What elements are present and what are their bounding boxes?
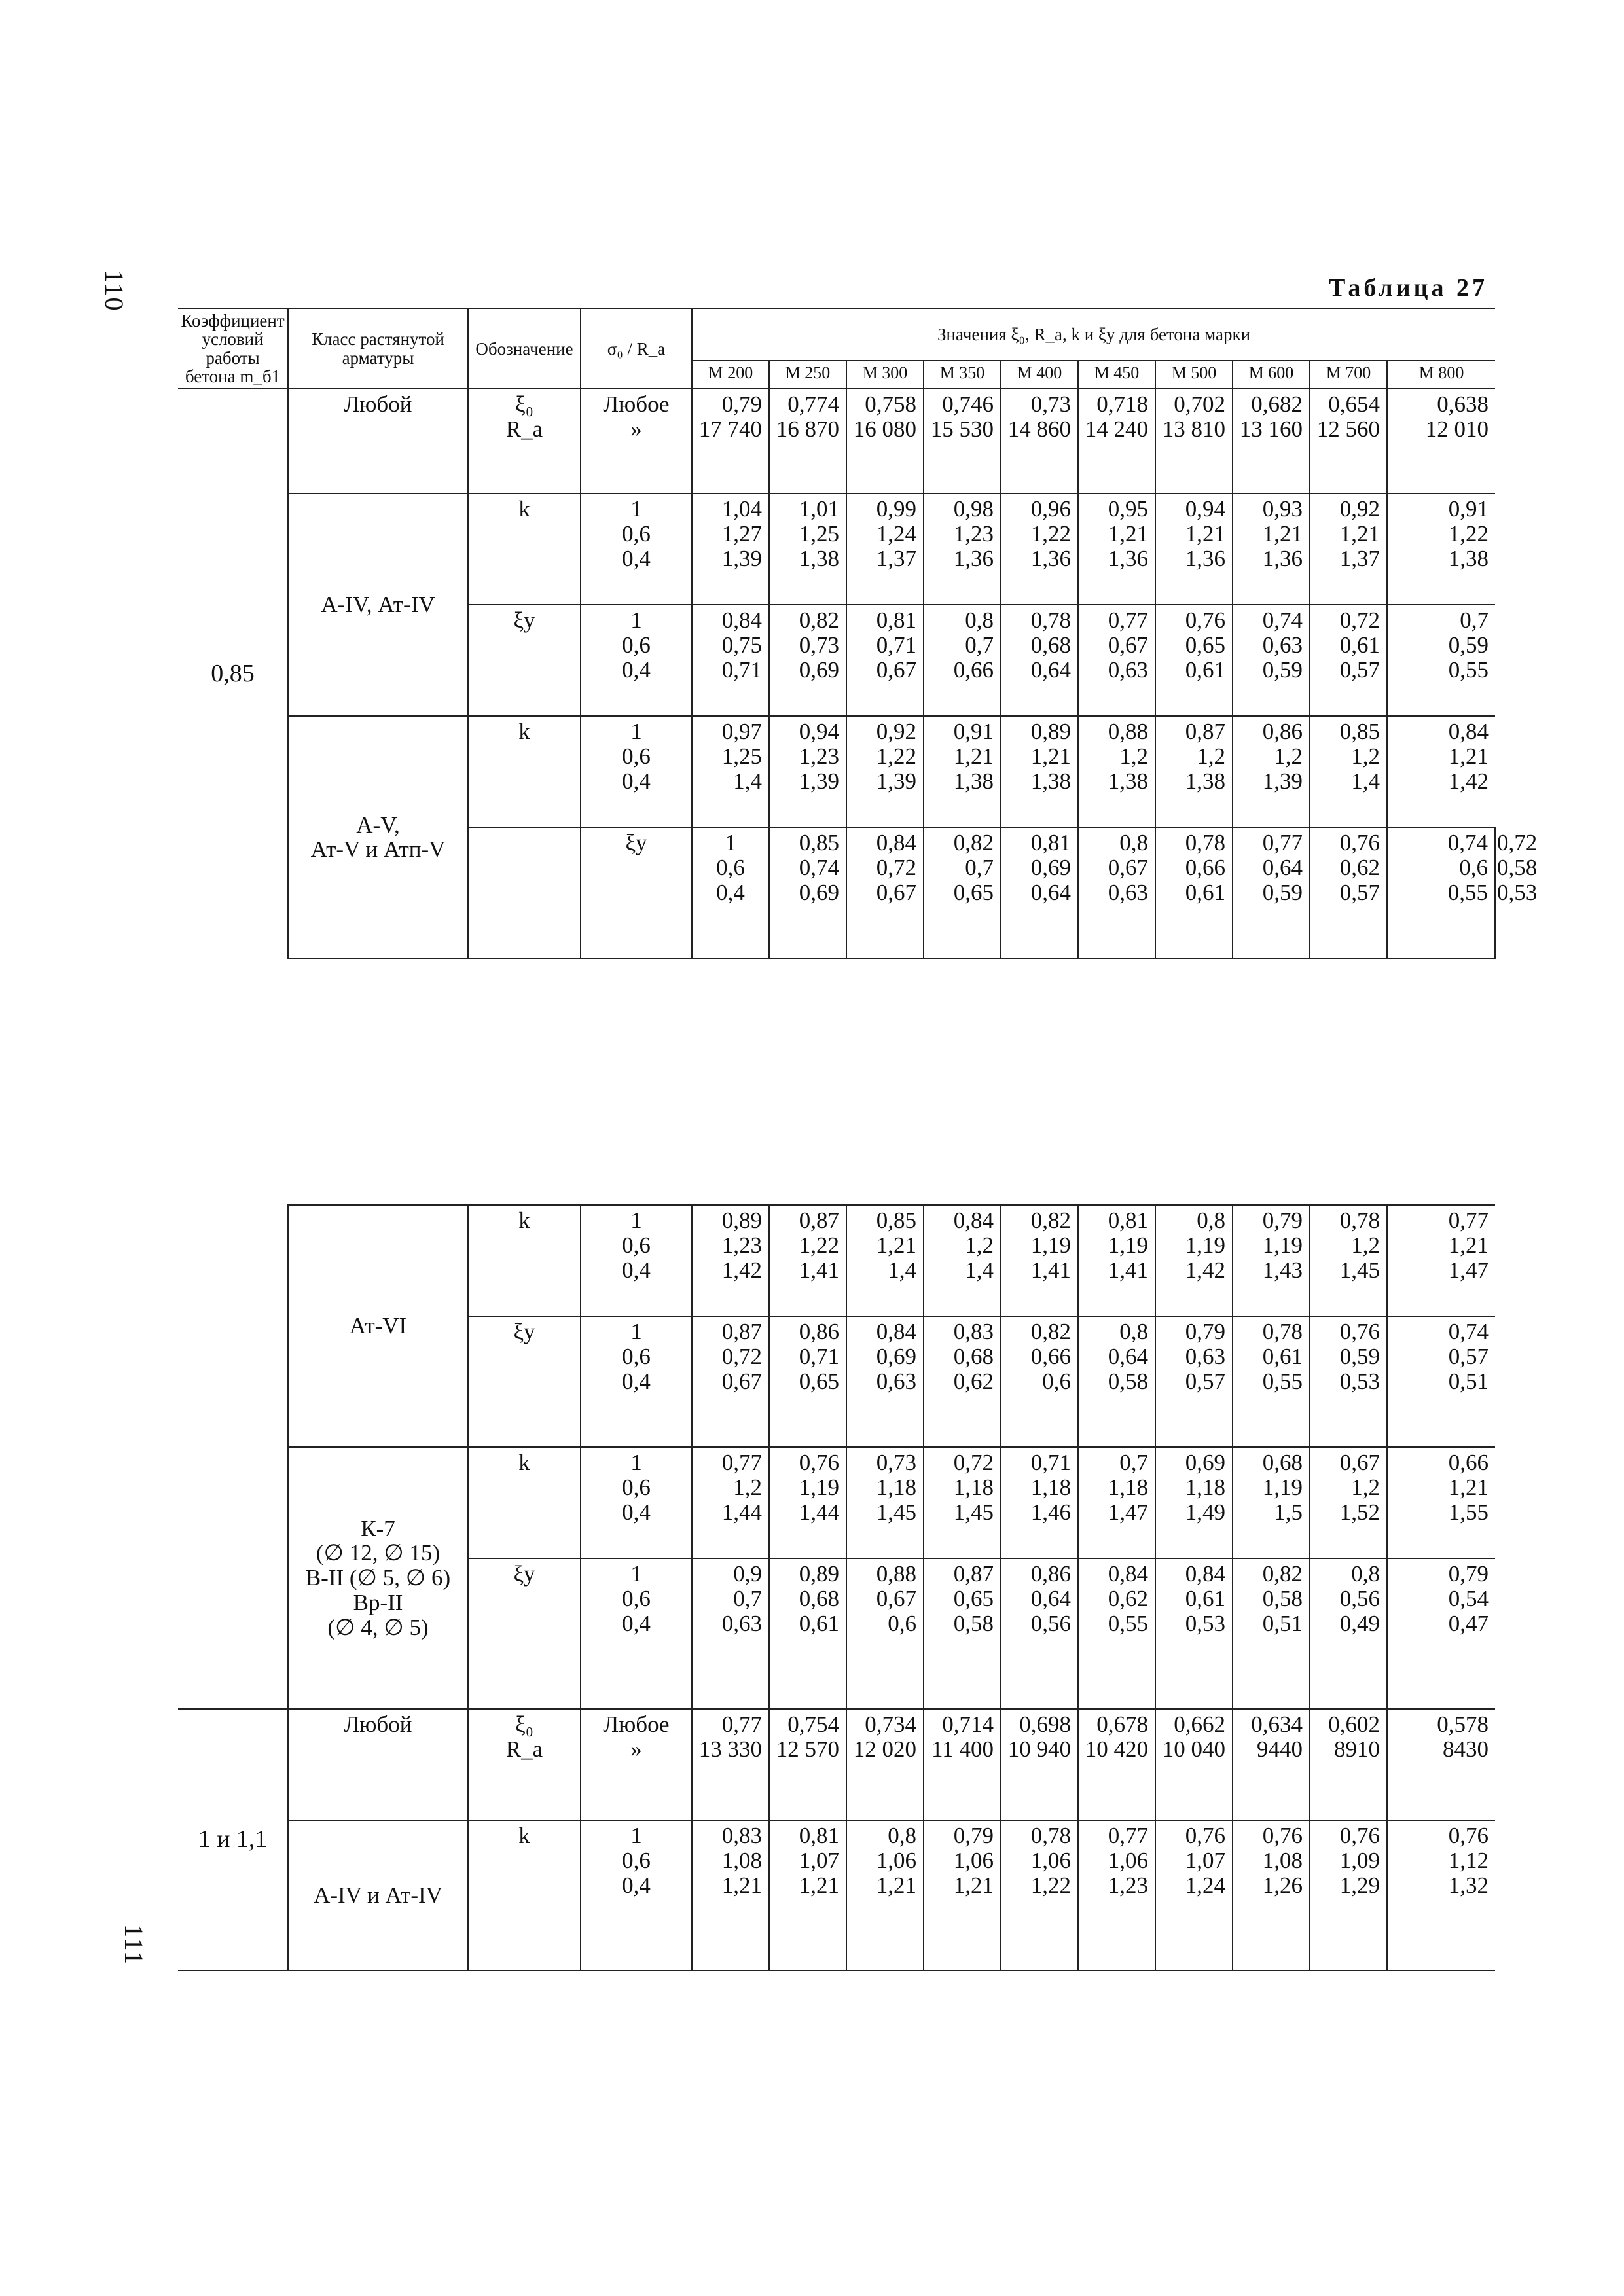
value-cell: 0,8 1,19 1,42 [1155, 1205, 1233, 1316]
value-cell: 0,79 1,19 1,43 [1233, 1205, 1310, 1316]
value-cell: 0,88 1,2 1,38 [1078, 716, 1155, 827]
value-cell: 1,04 1,27 1,39 [692, 493, 769, 605]
value-cell: 0,76 0,59 0,53 [1310, 1316, 1387, 1447]
value-cell: 0,93 1,21 1,36 [1233, 493, 1310, 605]
value-cell: 0,84 0,69 0,63 [846, 1316, 924, 1447]
value-cell: 0,81 0,71 0,67 [846, 605, 924, 716]
ratio-cell: Любое » [581, 1709, 692, 1820]
value-cell: 0,89 0,68 0,61 [769, 1558, 846, 1709]
value-cell: 0,99 1,24 1,37 [846, 493, 924, 605]
value-cell: 0,746 15 530 [924, 389, 1001, 493]
value-cell: 0,72 1,18 1,45 [924, 1447, 1001, 1558]
value-cell: 0,87 1,22 1,41 [769, 1205, 846, 1316]
value-cell: 0,92 1,22 1,39 [846, 716, 924, 827]
value-cell: 0,774 16 870 [769, 389, 846, 493]
mark-header: М 350 [924, 361, 1001, 389]
table-title: Таблица 27 [1328, 274, 1488, 302]
value-cell: 0,84 1,2 1,4 [924, 1205, 1001, 1316]
value-cell: 0,79 0,54 0,47 [1387, 1558, 1495, 1709]
value-cell: 0,91 1,22 1,38 [1387, 493, 1495, 605]
group-085: 0,85 [178, 389, 288, 958]
value-cell: 0,85 1,2 1,4 [1310, 716, 1387, 827]
value-cell: 0,638 12 010 [1387, 389, 1495, 493]
value-cell: 0,68 1,19 1,5 [1233, 1447, 1310, 1558]
value-cell: 0,88 0,67 0,6 [846, 1558, 924, 1709]
row-b7-k [178, 1820, 1495, 1971]
value-cell: 0,81 1,07 1,21 [769, 1820, 846, 1971]
mark-header: М 800 [1387, 361, 1495, 389]
symbol-cell: ξ₀ R_a [468, 1709, 581, 1820]
value-cell: 0,74 0,57 0,51 [1387, 1316, 1495, 1447]
value-cell: 0,654 12 560 [1310, 389, 1387, 493]
value-cell: 0,91 1,21 1,38 [924, 716, 1001, 827]
row-b3-xi: ξу 1 0,6 0,4 0,85 0,74 0,69 0,84 0,72 0,67 0,82 0,7 0,65 0,81 0,69 0,64 0,8 0,67 0,63 0,78 0,66 0,61 0,77 0,64 0,59 0,76 0,62 0,57 0,74 0,6 0,55 0,72 0,58 0,53 [178, 827, 1495, 958]
symbol-cell: ξу [468, 1558, 581, 1709]
value-cell: 0,66 1,21 1,55 [1387, 1447, 1495, 1558]
data-table-part-2 [178, 1204, 1495, 1971]
class-label: А-V, Ат-V и Атп-V [288, 716, 468, 958]
value-cell: 0,94 1,21 1,36 [1155, 493, 1233, 605]
group-spacer [468, 827, 581, 958]
value-cell: 0,84 0,75 0,71 [692, 605, 769, 716]
ratio-cell: 1 0,6 0,4 [581, 1316, 692, 1447]
page-number-top: 110 [99, 270, 129, 312]
value-cell: 0,77 1,2 1,44 [692, 1447, 769, 1558]
row-b3-k [178, 716, 1495, 827]
value-cell: 0,78 0,68 0,64 [1001, 605, 1078, 716]
value-cell: 0,7 1,18 1,47 [1078, 1447, 1155, 1558]
value-cell: 0,84 1,21 1,42 [1387, 716, 1495, 827]
value-cell: 0,86 0,64 0,56 [1001, 1558, 1078, 1709]
value-cell: 0,87 0,72 0,67 [692, 1316, 769, 1447]
value-cell: 0,74 0,63 0,59 [1233, 605, 1310, 716]
data-table-part-1 [178, 308, 1538, 959]
value-cell: 0,89 1,23 1,42 [692, 1205, 769, 1316]
value-cell: 0,78 1,2 1,45 [1310, 1205, 1387, 1316]
value-cell: 0,754 12 570 [769, 1709, 846, 1820]
value-cell: 0,83 1,08 1,21 [692, 1820, 769, 1971]
ratio-cell: 1 0,6 0,4 [581, 1205, 692, 1316]
value-cell: 0,85 1,21 1,4 [846, 1205, 924, 1316]
value-cell: 0,79 0,63 0,57 [1155, 1316, 1233, 1447]
value-cell: 0,73 14 860 [1001, 389, 1078, 493]
class-label: Любой [288, 389, 468, 493]
value-cell: 0,76 0,62 0,57 [1310, 827, 1387, 958]
value-cell: 0,87 0,65 0,58 [924, 1558, 1001, 1709]
mark-header: М 600 [1233, 361, 1310, 389]
group-1: 1 и 1,1 [178, 1709, 288, 1971]
value-cell: 0,85 0,74 0,69 [769, 827, 846, 958]
value-cell: 0,8 0,64 0,58 [1078, 1316, 1155, 1447]
value-cell: 0,77 0,67 0,63 [1078, 605, 1155, 716]
header-designation: Обозначение [468, 308, 581, 389]
class-label: А-IV и Ат-IV [288, 1820, 468, 1971]
value-cell: 0,86 1,2 1,39 [1233, 716, 1310, 827]
value-cell: 0,76 0,65 0,61 [1155, 605, 1233, 716]
value-cell: 0,76 1,19 1,44 [769, 1447, 846, 1558]
symbol-cell: ξу [581, 827, 692, 958]
value-cell: 0,77 13 330 [692, 1709, 769, 1820]
value-cell: 0,714 11 400 [924, 1709, 1001, 1820]
ratio-cell: Любое » [581, 389, 692, 493]
value-cell: 0,76 1,09 1,29 [1310, 1820, 1387, 1971]
header-ratio: σ₀ / R_a [581, 308, 692, 389]
value-cell: 0,77 0,64 0,59 [1233, 827, 1310, 958]
value-cell: 0,98 1,23 1,36 [924, 493, 1001, 605]
value-cell: 0,76 1,08 1,26 [1233, 1820, 1310, 1971]
mark-header: М 400 [1001, 361, 1078, 389]
ratio-cell: 1 0,6 0,4 [692, 827, 769, 958]
symbol-cell: k [468, 1205, 581, 1316]
value-cell: 0,92 1,21 1,37 [1310, 493, 1387, 605]
mark-header: М 450 [1078, 361, 1155, 389]
symbol-cell: k [468, 716, 581, 827]
mark-header: М 300 [846, 361, 924, 389]
value-cell: 0,79 17 740 [692, 389, 769, 493]
header-row [178, 308, 1495, 361]
value-cell: 0,678 10 420 [1078, 1709, 1155, 1820]
value-cell: 0,81 0,69 0,64 [1001, 827, 1078, 958]
value-cell: 0,71 1,18 1,46 [1001, 1447, 1078, 1558]
value-cell: 0,69 1,18 1,49 [1155, 1447, 1233, 1558]
value-cell: 0,78 0,66 0,61 [1155, 827, 1233, 958]
header-values-span: Значения ξ₀, R_a, k и ξу для бетона марки [692, 308, 1495, 361]
value-cell: 0,734 12 020 [846, 1709, 924, 1820]
value-cell: 0,72 0,61 0,57 [1310, 605, 1387, 716]
value-cell: 0,84 0,62 0,55 [1078, 1558, 1155, 1709]
value-cell: 0,78 1,06 1,22 [1001, 1820, 1078, 1971]
value-cell: 0,82 0,58 0,51 [1233, 1558, 1310, 1709]
value-cell: 0,76 1,07 1,24 [1155, 1820, 1233, 1971]
symbol-cell: ξ₀ R_a [468, 389, 581, 493]
value-cell: 0,87 1,2 1,38 [1155, 716, 1233, 827]
value-cell: 0,8 0,67 0,63 [1078, 827, 1155, 958]
ratio-cell: 1 0,6 0,4 [581, 605, 692, 716]
value-cell: 0,94 1,23 1,39 [769, 716, 846, 827]
value-cell: 0,84 0,61 0,53 [1155, 1558, 1233, 1709]
ratio-cell: 1 0,6 0,4 [581, 1820, 692, 1971]
value-cell: 0,67 1,2 1,52 [1310, 1447, 1387, 1558]
class-label: А-IV, Ат-IV [288, 493, 468, 716]
ratio-cell: 1 0,6 0,4 [581, 493, 692, 605]
value-cell: 0,81 1,19 1,41 [1078, 1205, 1155, 1316]
header-coef: Коэффициент условий работы бетона m_б1 [178, 308, 288, 389]
symbol-cell: ξу [468, 1316, 581, 1447]
class-label: Любой [288, 1709, 468, 1820]
mark-header: М 250 [769, 361, 846, 389]
value-cell: 0,718 14 240 [1078, 389, 1155, 493]
value-cell: 0,7 0,59 0,55 [1387, 605, 1495, 716]
value-cell: 0,82 0,7 0,65 [924, 827, 1001, 958]
class-label: К-7 (∅ 12, ∅ 15) В-II (∅ 5, ∅ 6) Вр-II (∅ 4, ∅ 5) [288, 1447, 468, 1709]
symbol-cell: k [468, 493, 581, 605]
class-label: Ат-VI [288, 1205, 468, 1447]
value-cell: 0,77 1,21 1,47 [1387, 1205, 1495, 1316]
ratio-cell: 1 0,6 0,4 [581, 1558, 692, 1709]
value-cell: 0,602 8910 [1310, 1709, 1387, 1820]
ratio-cell: 1 0,6 0,4 [581, 1447, 692, 1558]
row-b5-k [178, 1447, 1495, 1558]
value-cell: 0,89 1,21 1,38 [1001, 716, 1078, 827]
value-cell: 0,9 0,7 0,63 [692, 1558, 769, 1709]
value-cell: 0,8 0,7 0,66 [924, 605, 1001, 716]
value-cell: 0,682 13 160 [1233, 389, 1310, 493]
row-b6 [178, 1709, 1495, 1820]
value-cell: 1,01 1,25 1,38 [769, 493, 846, 605]
value-cell: 0,758 16 080 [846, 389, 924, 493]
value-cell: 0,82 0,73 0,69 [769, 605, 846, 716]
value-cell: 0,578 8430 [1387, 1709, 1495, 1820]
value-cell: 0,702 13 810 [1155, 389, 1233, 493]
value-cell: 0,634 9440 [1233, 1709, 1310, 1820]
value-cell: 0,698 10 940 [1001, 1709, 1078, 1820]
value-cell: 0,95 1,21 1,36 [1078, 493, 1155, 605]
mark-header: М 700 [1310, 361, 1387, 389]
page-number-bottom: 111 [119, 1924, 149, 1966]
value-cell: 0,662 10 040 [1155, 1709, 1233, 1820]
value-cell: 0,76 1,12 1,32 [1387, 1820, 1495, 1971]
value-cell: 0,77 1,06 1,23 [1078, 1820, 1155, 1971]
symbol-cell: k [468, 1820, 581, 1971]
group-spacer [178, 1205, 288, 1709]
ratio-cell: 1 0,6 0,4 [581, 716, 692, 827]
value-cell: 0,83 0,68 0,62 [924, 1316, 1001, 1447]
header-class: Класс растянутой арматуры [288, 308, 468, 389]
mark-header: М 500 [1155, 361, 1233, 389]
row-b4-k [178, 1205, 1495, 1316]
value-cell: 0,96 1,22 1,36 [1001, 493, 1078, 605]
value-cell: 0,79 1,06 1,21 [924, 1820, 1001, 1971]
symbol-cell: k [468, 1447, 581, 1558]
value-cell: 0,8 1,06 1,21 [846, 1820, 924, 1971]
value-cell: 0,78 0,61 0,55 [1233, 1316, 1310, 1447]
symbol-cell: ξу [468, 605, 581, 716]
row-b1 [178, 389, 1495, 493]
value-cell: 0,86 0,71 0,65 [769, 1316, 846, 1447]
value-cell: 0,73 1,18 1,45 [846, 1447, 924, 1558]
value-cell: 0,74 0,6 0,55 [1387, 827, 1495, 958]
value-cell: 0,82 1,19 1,41 [1001, 1205, 1078, 1316]
value-cell: 0,8 0,56 0,49 [1310, 1558, 1387, 1709]
mark-header: М 200 [692, 361, 769, 389]
value-cell: 0,82 0,66 0,6 [1001, 1316, 1078, 1447]
row-b2-k [178, 493, 1495, 605]
value-cell: 0,97 1,25 1,4 [692, 716, 769, 827]
value-cell: 0,84 0,72 0,67 [846, 827, 924, 958]
